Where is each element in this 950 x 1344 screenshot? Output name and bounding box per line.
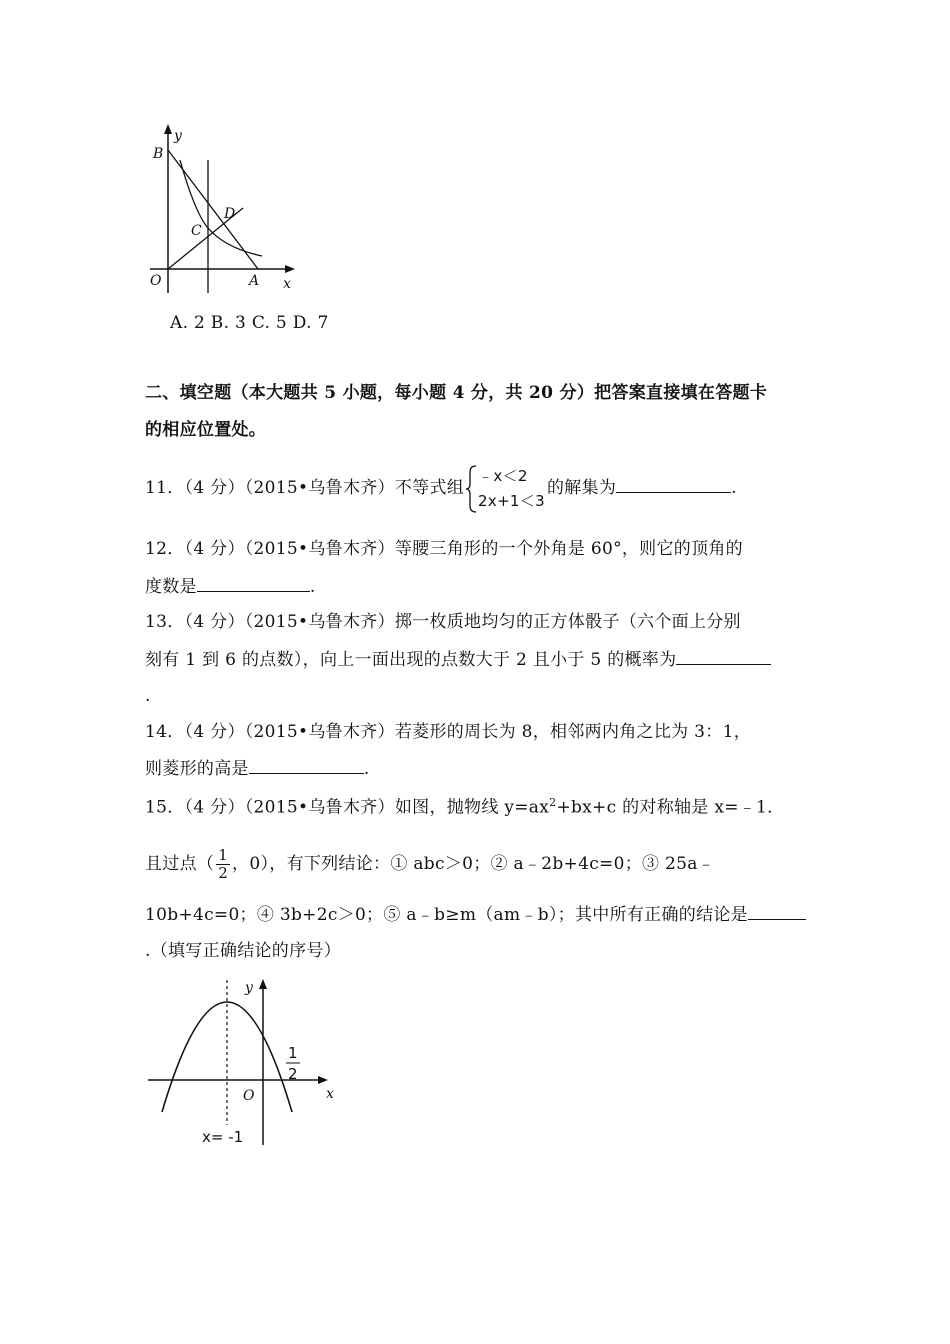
- q15-text-b: +bx+c 的对称轴是 x=﹣1．: [556, 797, 785, 818]
- y-label: y: [245, 980, 253, 996]
- q14-answer-blank[interactable]: [249, 756, 364, 774]
- fraction-numerator: 1: [218, 846, 229, 864]
- question-13-line1: 13．（4 分）（2015•乌鲁木齐）掷一枚质地均匀的正方体骰子（六个面上分别: [145, 612, 741, 632]
- q11-suffix: 的解集为: [546, 478, 617, 498]
- question-15-line4: .（填写正确结论的序号）: [145, 941, 342, 961]
- y-axis-arrow-icon: [164, 124, 172, 134]
- x-label: x: [326, 1086, 334, 1102]
- x-axis-arrow-icon: [318, 1076, 328, 1084]
- q12-answer-blank[interactable]: [197, 574, 310, 592]
- question-14-line1: 14．（4 分）（2015•乌鲁木齐）若菱形的周长为 8，相邻两内角之比为 3：1，: [145, 722, 751, 742]
- q15-answer-blank[interactable]: [748, 902, 806, 920]
- origin-label: O: [243, 1088, 255, 1104]
- answer-choices: A. 2 B. 3 C. 5 D. 7: [170, 313, 329, 333]
- x-label: x: [283, 276, 291, 292]
- fraction-denominator: 2: [218, 864, 229, 882]
- q14-end: .: [363, 759, 370, 779]
- x-axis-arrow-icon: [285, 265, 295, 273]
- point-b-label: B: [153, 146, 164, 162]
- figure-1-graph: [140, 118, 310, 298]
- q11-prefix: 11．（4 分）（2015•乌鲁木齐）不等式组: [145, 478, 465, 498]
- figure-2-parabola: [140, 970, 350, 1150]
- fraction-one-half: [216, 847, 230, 882]
- section-heading-line2: 的相应位置处。: [145, 420, 267, 440]
- q14-text: 则菱形的高是: [145, 759, 249, 779]
- q13-answer-blank[interactable]: [676, 647, 771, 665]
- q15-conclusions-b: 10b+4c=0；④ 3b+2c＞0；⑤ a﹣b≥m（am﹣b）；其中所有正确的结论是: [145, 905, 748, 925]
- q11-inequality-system: [466, 464, 545, 514]
- q11-end: .: [731, 478, 737, 498]
- q11-answer-blank[interactable]: [616, 475, 731, 493]
- q12-text: 度数是: [145, 577, 197, 597]
- question-14-line2: [145, 756, 370, 781]
- q11-row1: ﹣x＜2: [478, 466, 528, 485]
- y-axis-arrow-icon: [259, 979, 267, 989]
- half-denominator: 2: [288, 1065, 298, 1083]
- q12-end: .: [309, 577, 316, 597]
- q15-text-a: 15．（4 分）（2015•乌鲁木齐）如图，抛物线 y=ax: [145, 797, 550, 818]
- half-numerator: 1: [288, 1044, 298, 1062]
- point-d-label: D: [224, 206, 236, 222]
- question-11: [145, 463, 737, 514]
- q15-point-open: 且过点（: [145, 854, 215, 874]
- point-c-label: C: [191, 223, 202, 239]
- origin-label: O: [150, 273, 162, 289]
- point-a-label: A: [249, 273, 260, 289]
- question-13-line3: .: [145, 686, 151, 706]
- question-13-line2: [145, 647, 771, 672]
- y-label: y: [174, 128, 182, 144]
- symmetry-axis-label: x= -1: [202, 1128, 244, 1146]
- question-15-line3: [145, 902, 806, 927]
- q15-exponent: 2: [549, 796, 557, 809]
- brace-icon: [466, 464, 478, 514]
- question-15-line2: [145, 844, 715, 884]
- question-15-line1: [145, 791, 784, 820]
- question-12-line2: [145, 574, 316, 599]
- q11-row2: 2x+1＜3: [478, 491, 545, 510]
- q15-conclusions-a: ，0），有下列结论：① abc＞0；② a﹣2b+4c=0；③ 25a﹣: [232, 854, 715, 874]
- q13-text: 刻有 1 到 6 的点数），向上一面出现的点数大于 2 且小于 5 的概率为: [145, 650, 677, 670]
- question-12-line1: 12．（4 分）（2015•乌鲁木齐）等腰三角形的一个外角是 60°，则它的顶角的: [145, 539, 743, 559]
- section-heading-line1: 二、填空题（本大题共 5 小题，每小题 4 分，共 20 分）把答案直接填在答题卡: [145, 383, 768, 403]
- hyperbola-curve: [180, 160, 262, 256]
